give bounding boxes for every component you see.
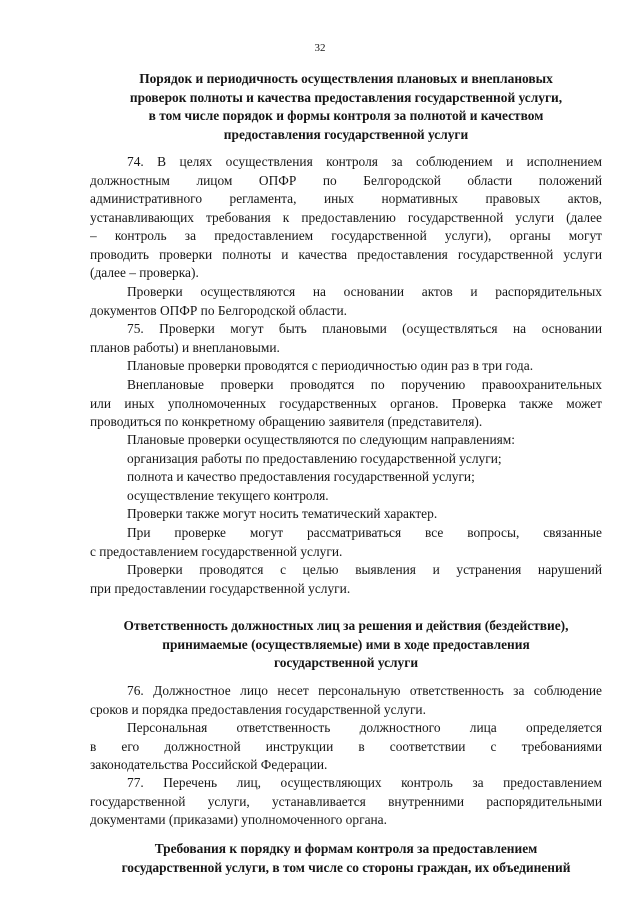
heading-line: Порядок и периодичность осуществления плановых и внеплановых: [139, 71, 553, 86]
text-line: Проверки осуществляются на основании актов и распорядительных: [127, 284, 602, 299]
text-line: должностным лицом ОПФР по Белгородской области положений: [90, 172, 602, 188]
paragraph-74: [90, 153, 602, 283]
text-line: 74. В целях осуществления контроля за соблюдением и исполнением: [127, 154, 602, 169]
text-line: осуществление текущего контроля.: [127, 488, 329, 503]
heading-line: государственной услуги, в том числе со стороны граждан, их объединений: [121, 859, 571, 875]
list-item-organization: [90, 450, 602, 469]
text-line: документами (приказами) уполномоченного органа.: [90, 812, 387, 827]
text-line: сроков и порядка предоставления государственной услуги.: [90, 701, 426, 717]
heading-line: в том числе порядок и формы контроля за полнотой и качеством: [148, 108, 544, 123]
text-line: Проверки проводятся с целью выявления и устранения нарушений: [127, 562, 602, 577]
text-line: государственной услуги, устанавливается внутренними распорядительными: [90, 793, 602, 809]
text-line: документов ОПФР по Белгородской области.: [90, 302, 347, 318]
heading-line: проверок полноты и качества предоставления государственной услуги,: [129, 89, 563, 105]
heading-line: принимаемые (осуществляемые) ими в ходе предоставления: [162, 636, 530, 652]
list-item-current-control: [90, 487, 602, 506]
list-item-quality: [90, 468, 602, 487]
text-line: Плановые проверки проводятся с периодичностью один раз в три года.: [127, 358, 534, 373]
paragraph-77: [90, 774, 602, 830]
text-line: с предоставлением государственной услуги.: [90, 543, 343, 559]
text-line: в его должностной инструкции в соответствии с требованиями: [90, 738, 602, 754]
text-line: 76. Должностное лицо несет персональную ответственность за соблюдение: [127, 683, 602, 698]
text-line: – контроль за предоставлением государственной услуги), органы могут: [90, 228, 602, 243]
section-heading-inspections: [90, 70, 602, 144]
text-line: или иных уполномоченных государственных органов. Проверка также может: [90, 395, 602, 411]
heading-line: предоставления государственной услуги: [223, 126, 469, 142]
text-line: проводиться по конкретному обращению заявителя (представителя).: [90, 414, 483, 429]
paragraph-inspection-basis: [90, 283, 602, 320]
paragraph-personal-responsibility: [90, 719, 602, 775]
paragraph-thematic: [90, 505, 602, 524]
text-line: При проверке могут рассматриваться все вопросы, связанные: [127, 525, 602, 540]
paragraph-unplanned: [90, 376, 602, 432]
text-line: при предоставлении государственной услуги.: [90, 580, 351, 596]
heading-line: Ответственность должностных лиц за решения и действия (бездействие),: [123, 618, 569, 633]
text-line: 75. Проверки могут быть плановыми (осуществляться на основании: [127, 321, 602, 336]
text-line: проводить проверки полноты и качества предоставления государственной услуги: [90, 246, 602, 262]
text-line: Персональная ответственность должностного лица определяется: [127, 720, 602, 735]
section-heading-responsibility: [90, 617, 602, 673]
text-line: устанавливающих требования к предоставлению государственной услуги (далее: [90, 209, 602, 225]
heading-line: государственной услуги: [273, 655, 419, 670]
section-heading-control-requirements: [90, 840, 602, 877]
text-line: 77. Перечень лиц, осуществляющих контроль за предоставлением: [127, 775, 602, 790]
paragraph-directions: [90, 431, 602, 450]
paragraph-75: [90, 320, 602, 357]
heading-line: Требования к порядку и формам контроля за предоставлением: [154, 841, 538, 856]
text-line: Плановые проверки осуществляются по следующим направлениям:: [127, 432, 515, 447]
text-line: полнота и качество предоставления государственной услуги;: [127, 469, 475, 484]
paragraph-questions: [90, 524, 602, 561]
text-line: Внеплановые проверки проводятся по поручению правоохранительных: [127, 377, 602, 392]
text-line: (далее – проверка).: [90, 265, 199, 280]
text-line: Проверки также могут носить тематический характер.: [127, 506, 438, 521]
text-line: организация работы по предоставлению государственной услуги;: [127, 451, 502, 466]
page-number: 32: [314, 42, 326, 54]
text-line: законодательства Российской Федерации.: [90, 757, 328, 772]
paragraph-76: [90, 682, 602, 719]
paragraph-planned-periodicity: [90, 357, 602, 376]
paragraph-purpose: [90, 561, 602, 598]
text-line: планов работы) и внеплановыми.: [90, 339, 280, 355]
text-line: административного регламента, иных нормативных правовых актов,: [90, 191, 602, 206]
